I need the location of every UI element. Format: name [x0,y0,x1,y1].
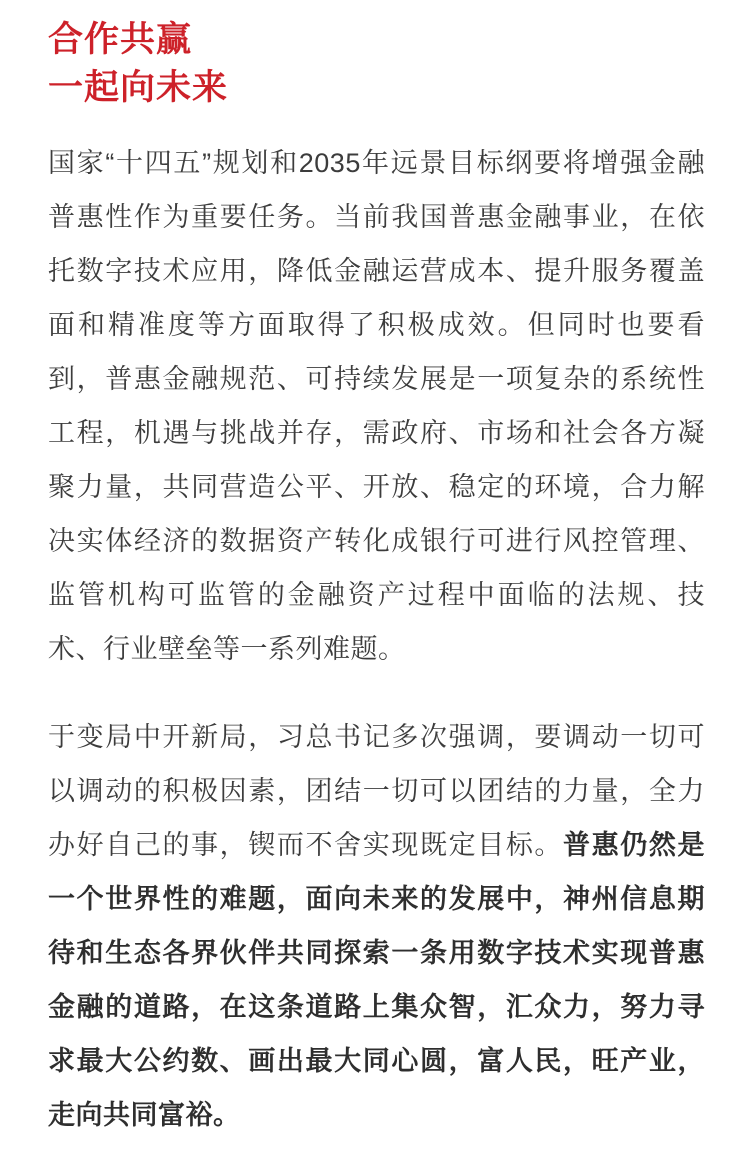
title-line-1: 合作共赢 [48,20,193,59]
paragraph-1: 国家“十四五”规划和2035年远景目标纲要将增强金融普惠性作为重要任务。当前我国普惠金融事业，在依托数字技术应用，降低金融运营成本、提升服务覆盖面和精准度等方面取得了积极成效。但同时也要看到，普惠金融规范、可持续发展是一项复杂的系统性工程，机遇与挑战并存，需政府、市场和社会各方凝聚力量，共同营造公平、开放、稳定的环境，合力解决实体经济的数据资产转化成银行可进行风控管理、监管机构可监管的金融资产过程中面临的法规、技术、行业壁垒等一系列难题。 [48,148,705,664]
paragraph-2-bold-text: 普惠仍然是一个世界性的难题，面向未来的发展中，神州信息期待和生态各界伙伴共同探索一条用数字技术实现普惠金融的道路，在这条道路上集众智，汇众力，努力寻求最大公约数、画出最大同心圆，富人民，旺产业，走向共同富裕。 [48,830,706,1130]
paragraph-2 [48,710,705,1142]
paragraph-2-regular-text: 于变局中开新局，习总书记多次强调，要调动一切可以调动的积极因素，团结一切可以团结的力量，全力办好自己的事，锲而不舍实现既定目标。 [48,722,705,860]
title-line-2: 一起向未来 [48,68,229,107]
article-title [48,16,705,112]
